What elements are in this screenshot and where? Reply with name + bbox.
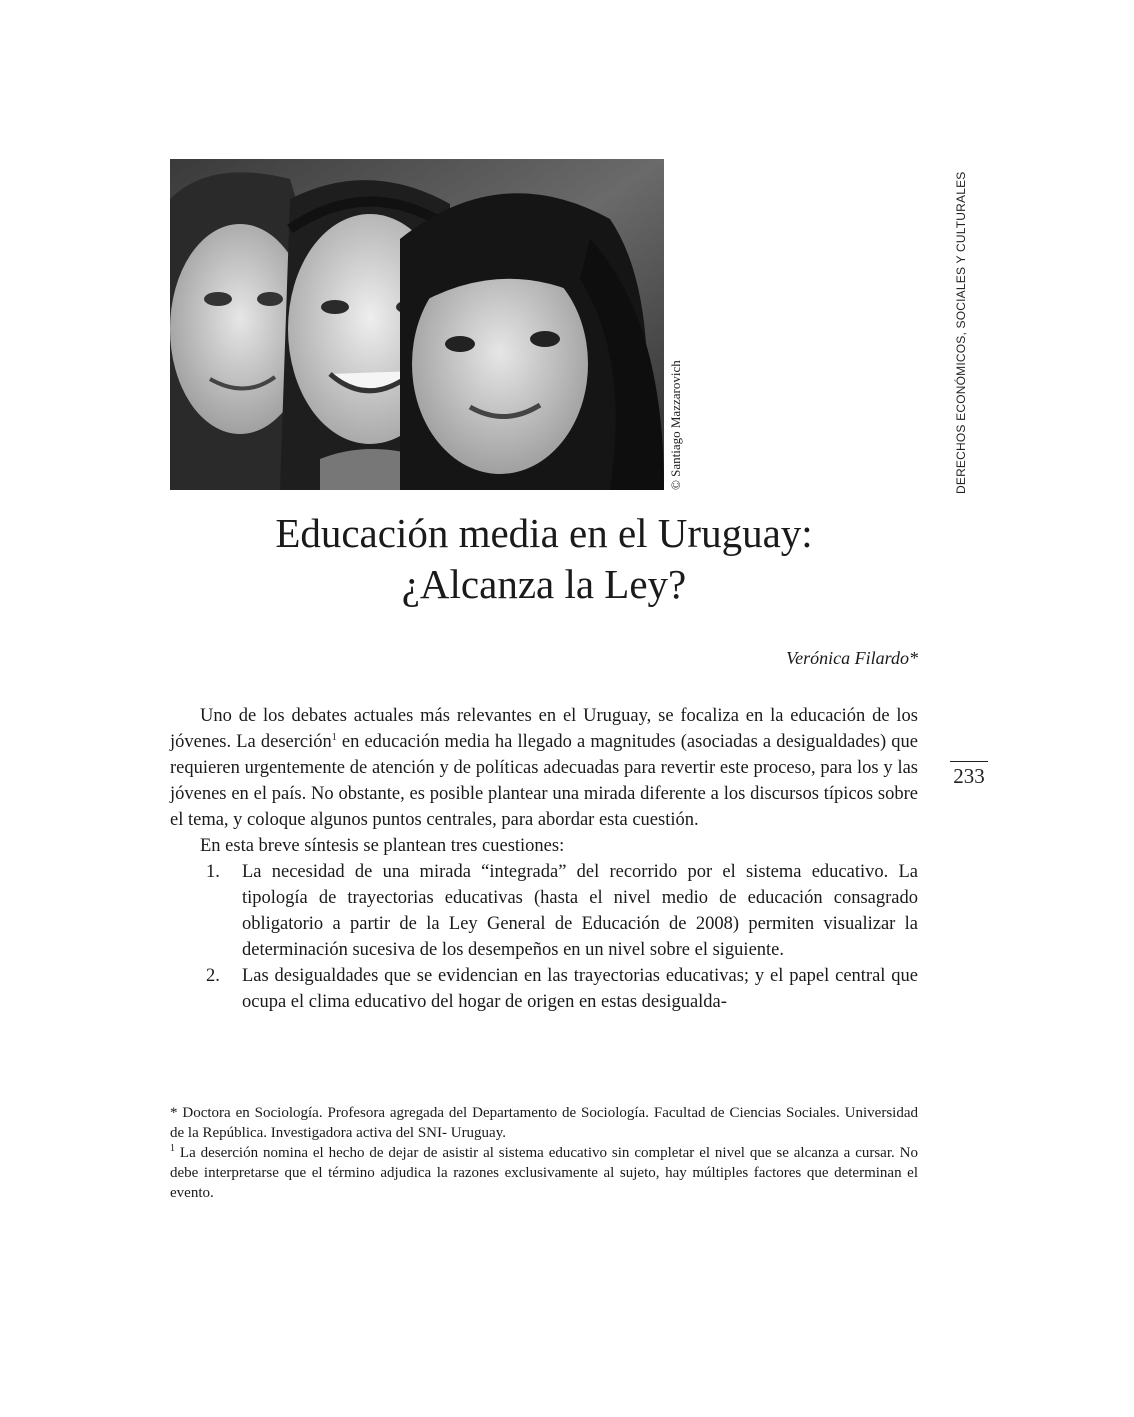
list-item-number: 2. xyxy=(206,966,220,986)
list-item-text: La necesidad de una mirada “integrada” del recorrido por el sistema educativo. La tipología de trayectorias educativas (hasta el nivel medio de educación consagrado obligatorio a partir de la Ley General de Educación de 2008) permiten visualizar la determinación sucesiva de los desempeños en un nivel sobre el siguiente. xyxy=(242,862,918,960)
numbered-list xyxy=(170,859,918,1015)
list-item-number: 1. xyxy=(206,862,220,882)
article-body xyxy=(170,703,918,1015)
header-photo xyxy=(170,159,664,490)
footnote-mark: 1 xyxy=(170,1143,175,1154)
article-title xyxy=(170,508,918,610)
section-side-label-text: DERECHOS ECONÓMICOS, SOCIALES Y CULTURALES xyxy=(954,171,968,494)
list-item xyxy=(170,859,918,963)
photo-illustration xyxy=(170,159,664,490)
footnote xyxy=(170,1143,918,1203)
footnote-text: Doctora en Sociología. Profesora agregada del Departamento de Sociología. Facultad de Ciencias Sociales. Universidad de la República. Investigadora activa del SNI- Uruguay. xyxy=(170,1105,918,1141)
author-name: Verónica Filardo* xyxy=(786,648,918,668)
body-paragraph-2: En esta breve síntesis se plantean tres cuestiones: xyxy=(200,836,565,856)
footnote xyxy=(170,1103,918,1143)
footnote-text: La deserción nomina el hecho de dejar de asistir al sistema educativo sin completar el nivel que se alcanza a cursar. No debe interpretarse que el término adjudica la razones exclusivamente al sujeto, hay múltiples factores que determinan el evento. xyxy=(170,1145,918,1201)
footnote-ref-1: 1 xyxy=(331,731,337,743)
page-number: 233 xyxy=(950,761,988,789)
footnotes xyxy=(170,1103,918,1203)
article-title-line2: ¿Alcanza la Ley? xyxy=(401,561,687,607)
body-paragraph-1-start: Uno de los debates actuales más relevantes en el Uruguay, se focaliza en la educación de los jóvenes. La deserción xyxy=(170,706,918,752)
photo-credit xyxy=(666,338,686,490)
footnote-mark: * xyxy=(170,1105,178,1121)
list-item-text: Las desigualdades que se evidencian en las trayectorias educativas; y el papel central que ocupa el clima educativo del hogar de origen en estas desigualda- xyxy=(242,966,918,1012)
article-title-line1: Educación media en el Uruguay: xyxy=(275,510,813,556)
list-item xyxy=(170,963,918,1015)
photo-credit-text: © Santiago Mazzarovich xyxy=(668,360,683,490)
section-side-label xyxy=(948,156,972,494)
body-paragraph xyxy=(170,703,918,833)
body-paragraph-1-end: en educación media ha llegado a magnitudes (asociadas a desigualdades) que requieren urgentemente de atención y de políticas adecuadas para revertir este proceso, para los y las jóvenes en el país. No obstante, es posible plantear una mirada diferente a los discursos típicos sobre el tema, y coloque algunos puntos centrales, para abordar esta cuestión. xyxy=(170,732,918,830)
